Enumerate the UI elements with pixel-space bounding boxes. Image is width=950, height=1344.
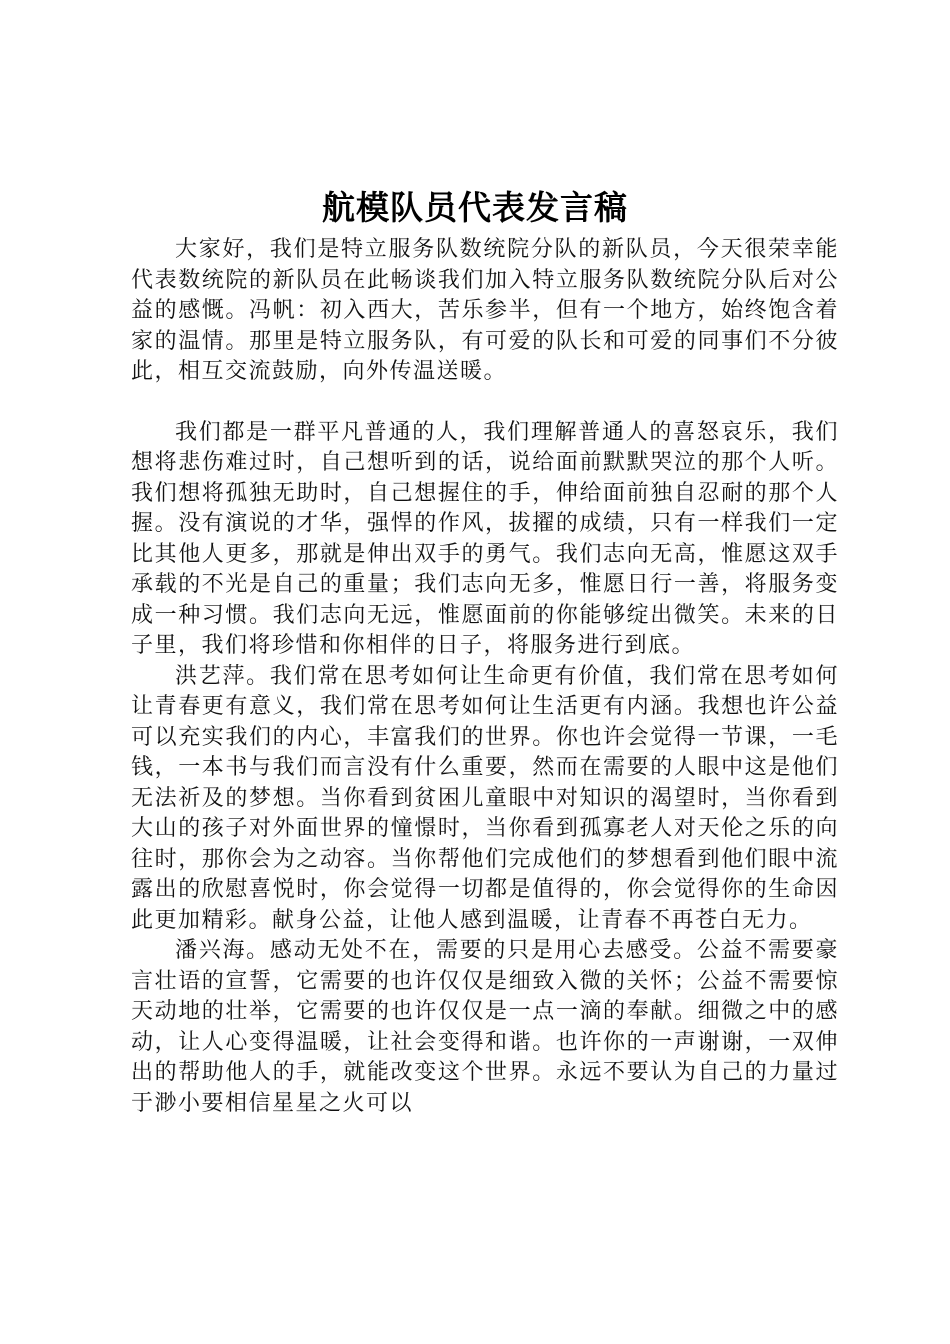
paragraph-intro: 大家好，我们是特立服务队数统院分队的新队员，今天很荣幸能代表数统院的新队员在此畅谈我们加入特立服务队数统院分队后对公益的感慨。冯帆：初入西大，苦乐参半，但有一个地方，始终饱含着家的温情。那里是特立服务队，有可爱的队长和可爱的同事们不分彼此，相互交流鼓励，向外传温送暖。 xyxy=(131,237,839,384)
paragraph-hong-yiping: 洪艺萍。我们常在思考如何让生命更有价值，我们常在思考如何让青春更有意义，我们常在思考如何让生活更有内涵。我想也许公益可以充实我们的内心，丰富我们的世界。你也许会觉得一节课，一毛钱，一本书与我们而言没有什么重要，然而在需要的人眼中这是他们无法祈及的梦想。当你看到贫困儿童眼中对知识的渴望时，当你看到大山的孩子对外面世界的憧憬时，当你看到孤寡老人对天伦之乐的向往时，那你会为之动容。当你帮他们完成他们的梦想看到他们眼中流露出的欣慰喜悦时，你会觉得一切都是值得的，你会觉得你的生命因此更加精彩。献身公益，让他人感到温暖，让青春不再苍白无力。 xyxy=(131,663,839,933)
paragraph-pan-xinghai: 潘兴海。感动无处不在，需要的只是用心去感受。公益不需要豪言壮语的宣誓，它需要的也许仅仅是细致入微的关怀；公益不需要惊天动地的壮举，它需要的也许仅仅是一点一滴的奉献。细微之中的感动，让人心变得温暖，让社会变得和谐。也许你的一声谢谢，一双伸出的帮助他人的手，就能改变这个世界。永远不要认为自己的力量过于渺小要相信星星之火可以 xyxy=(131,938,839,1116)
document-title: 航模队员代表发言稿 xyxy=(322,188,628,227)
paragraph-ordinary-people: 我们都是一群平凡普通的人，我们理解普通人的喜怒哀乐，我们想将悲伤难过时，自己想听到的话，说给面前默默哭泣的那个人听。我们想将孤独无助时，自己想握住的手，伸给面前独自忍耐的那个人握。没有演说的才华，强悍的作风，拔擢的成绩，只有一样我们一定比其他人更多，那就是伸出双手的勇气。我们志向无高，惟愿这双手承载的不光是自己的重量；我们志向无多，惟愿日行一善，将服务变成一种习惯。我们志向无远，惟愿面前的你能够绽出微笑。未来的日子里，我们将珍惜和你相伴的日子，将服务进行到底。 xyxy=(131,419,839,658)
document-body xyxy=(131,235,839,1119)
